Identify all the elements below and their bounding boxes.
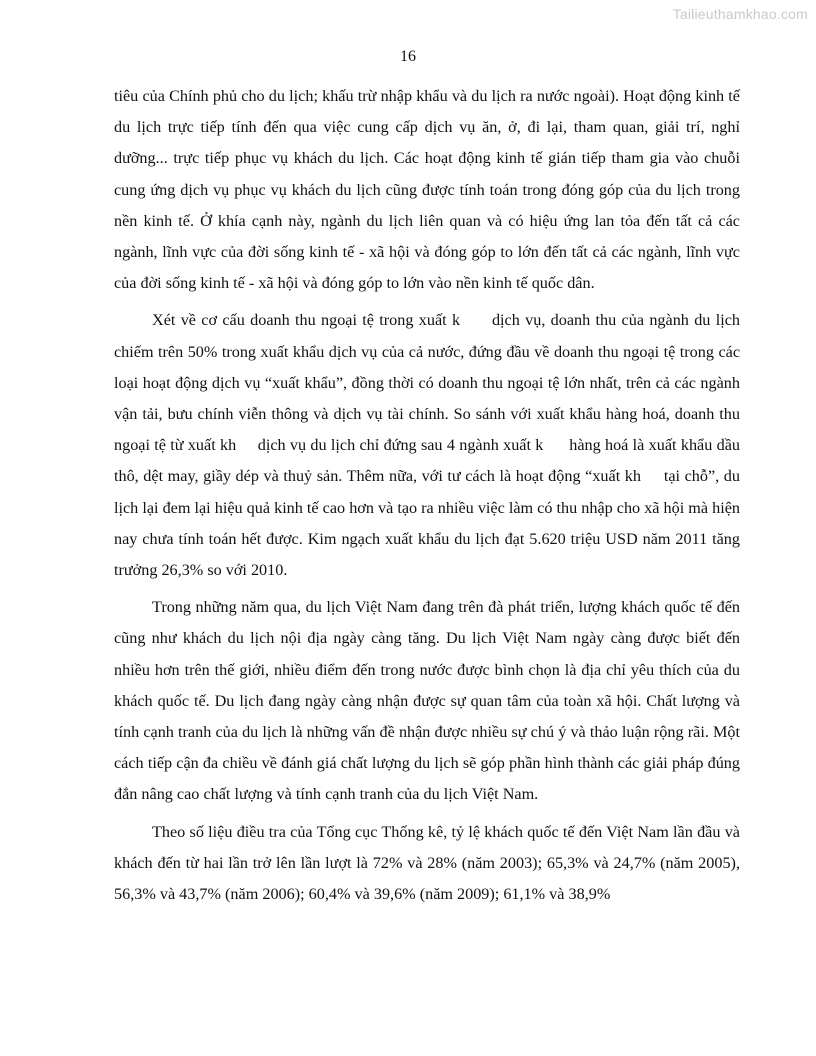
- page-number: 16: [400, 48, 416, 65]
- document-body: [114, 81, 745, 910]
- paragraph-1: tiêu của Chính phủ cho du lịch; khấu trừ nhập khẩu và du lịch ra nước ngoài). Hoạt động kinh tế du lịch trực tiếp tính đến qua việc cung cấp dịch vụ ăn, ở, đi lại, tham quan, giải trí, nghỉ dưỡng... trực tiếp phục vụ khách du lịch. Các hoạt động kinh tế gián tiếp tham gia vào chuỗi cung ứng dịch vụ phục vụ khách du lịch cũng được tính toán trong đóng góp của du lịch trong nền kinh tế. Ở khía cạnh này, ngành du lịch liên quan và có hiệu ứng lan tỏa đến tất cả các ngành, lĩnh vực của đời sống kinh tế - xã hội và đóng góp to lớn đến tất cả các ngành, lĩnh vực của đời sống kinh tế - xã hội và đóng góp to lớn vào nền kinh tế quốc dân.: [114, 87, 740, 293]
- paragraph-2: Xét về cơ cấu doanh thu ngoại tệ trong xuất k dịch vụ, doanh thu của ngành du lịch chiếm trên 50% trong xuất khẩu dịch vụ của cả nước, đứng đầu về doanh thu ngoại tệ trong các loại hoạt động dịch vụ “xuất khẩu”, đồng thời có doanh thu ngoại tệ lớn nhất, trên cả các ngành vận tải, bưu chính viễn thông và dịch vụ tài chính. So sánh với xuất khẩu hàng hoá, doanh thu ngoại tệ từ xuất kh dịch vụ du lịch chỉ đứng sau 4 ngành xuất k hàng hoá là xuất khẩu dầu thô, dệt may, giầy dép và thuỷ sản. Thêm nữa, với tư cách là hoạt động “xuất kh tại chỗ”, du lịch lại đem lại hiệu quả kinh tế cao hơn và tạo ra nhiều việc làm có thu nhập cho xã hội mà hiện nay chưa tính toán hết được. Kim ngạch xuất khẩu du lịch đạt 5.620 triệu USD năm 2011 tăng trưởng 26,3% so với 2010.: [114, 311, 745, 580]
- paragraph-4: Theo số liệu điều tra của Tổng cục Thống kê, tỷ lệ khách quốc tế đến Việt Nam lần đầu và khách đến từ hai lần trở lên lần lượt là 72% và 28% (năm 2003); 65,3% và 24,7% (năm 2005), 56,3% và 43,7% (năm 2006); 60,4% và 39,6% (năm 2009); 61,1% và 38,9%: [114, 822, 740, 904]
- paragraph-3: Trong những năm qua, du lịch Việt Nam đang trên đà phát triển, lượng khách quốc tế đến cũng như khách du lịch nội địa ngày càng tăng. Du lịch Việt Nam ngày càng được biết đến nhiều hơn trên thế giới, nhiều điểm đến trong nước được bình chọn là địa chỉ yêu thích của du khách quốc tế. Du lịch đang ngày càng nhận được sự quan tâm của toàn xã hội. Chất lượng và tính cạnh tranh của du lịch là những vấn đề nhận được nhiều sự chú ý và thảo luận rộng rãi. Một cách tiếp cận đa chiều về đánh giá chất lượng du lịch sẽ góp phần hình thành các giải pháp đúng đắn nâng cao chất lượng và tính cạnh tranh của du lịch Việt Nam.: [114, 598, 740, 804]
- watermark: Tailieuthamkhao.com: [672, 6, 808, 22]
